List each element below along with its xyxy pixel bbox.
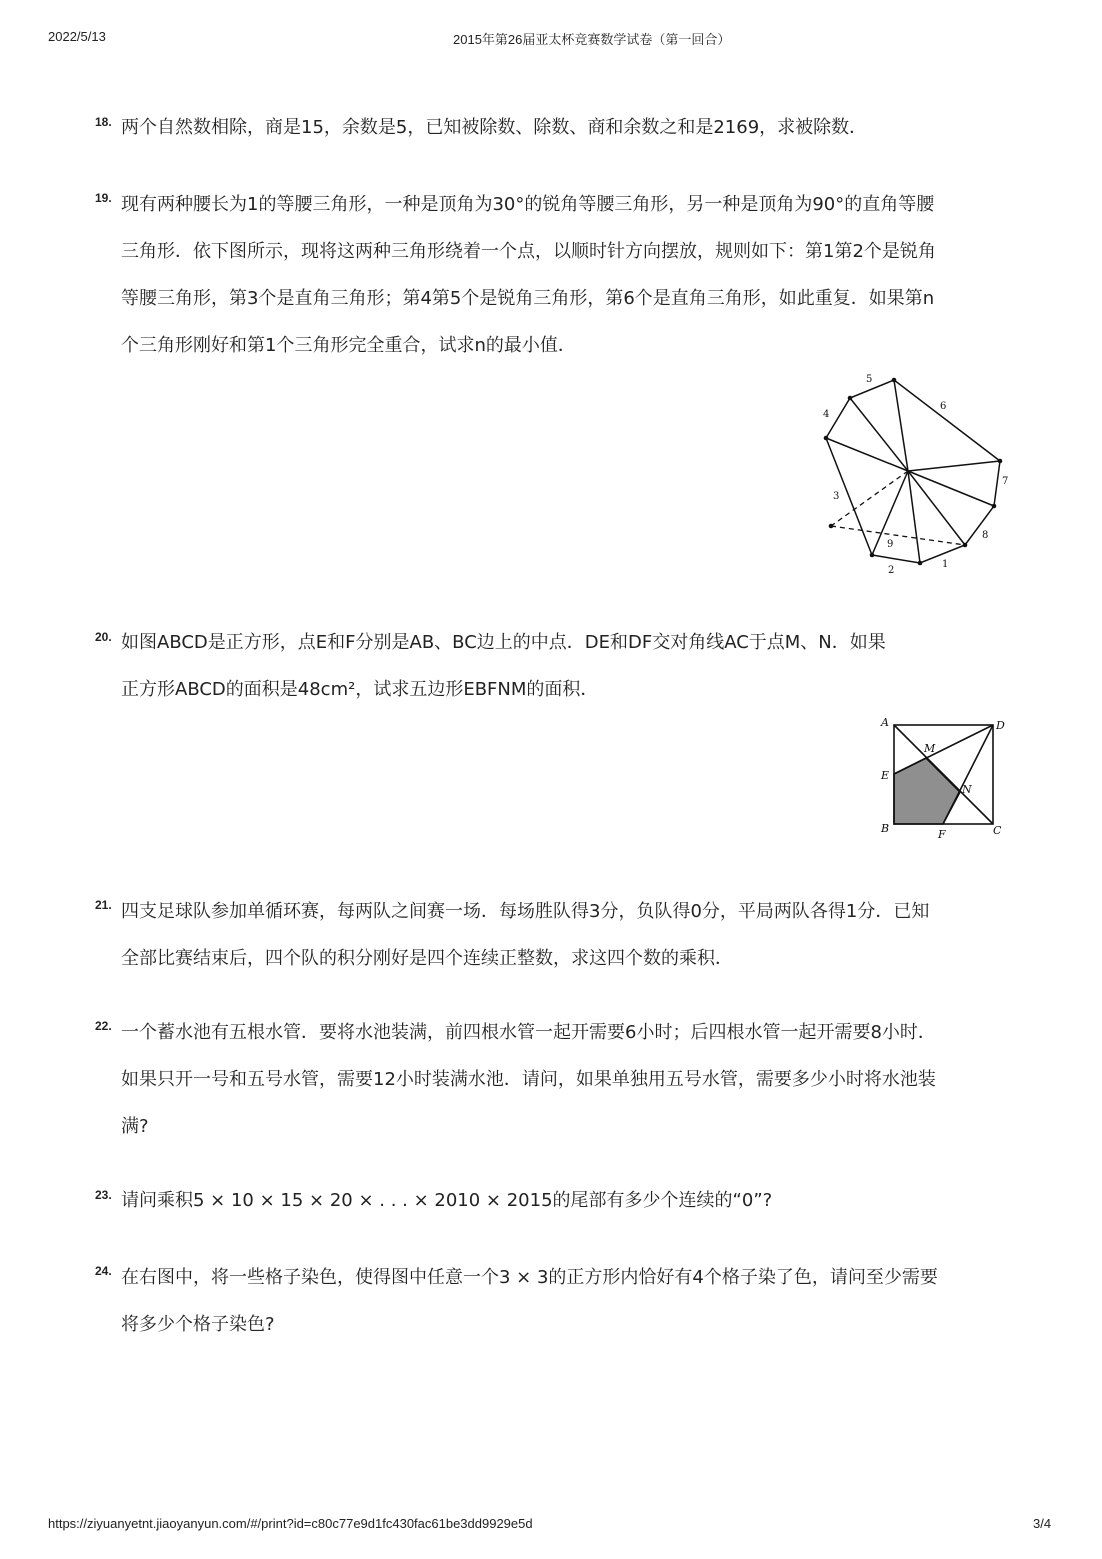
question-24-line-1: 在右图中，将一些格子染色，使得图中任意一个3 × 3的正方形内恰好有4个格子染了色，请问至少需要 [121, 1267, 938, 1288]
question-21-line-2: 全部比赛结束后，四个队的积分刚好是四个连续正整数，求这四个数的乘积． [121, 948, 733, 969]
question-19-text [121, 181, 1011, 369]
question-18-text [121, 116, 1011, 140]
fig19-label-9: 9 [887, 539, 894, 550]
fig19-label-8: 8 [982, 530, 989, 541]
question-23-number: 23. [95, 1188, 112, 1202]
fig20-label-n: N [962, 783, 972, 796]
print-date: 2022/5/13 [48, 29, 106, 44]
question-20-text [121, 619, 1011, 713]
question-22-line-2: 如果只开一号和五号水管，需要12小时装满水池．请问，如果单独用五号水管，需要多少小时将水池装 [121, 1069, 936, 1090]
question-24-text [121, 1254, 1011, 1348]
fig20-label-a: A [881, 716, 889, 729]
question-19-line-3: 等腰三角形，第3个是直角三角形；第4第5个是锐角三角形，第6个是直角三角形，如此重复．如果第n [121, 288, 935, 309]
figure-19-diagram [815, 370, 1020, 580]
fig20-label-m: M [924, 742, 936, 755]
question-23-line-1: 请问乘积5 × 10 × 15 × 20 × . . . × 2010 × 2015的尾部有多少个连续的“0”? [121, 1190, 773, 1211]
question-24-number: 24. [95, 1264, 112, 1278]
fig19-label-5: 5 [866, 374, 873, 385]
fig20-label-b: B [881, 822, 890, 835]
pentagon-ebfnm-shade [894, 758, 960, 824]
question-19-line-4: 个三角形刚好和第1个三角形完全重合，试求n的最小值． [121, 335, 576, 356]
question-20-line-1: 如图ABCD是正方形，点E和F分别是AB、BC边上的中点．DE和DF交对角线AC于点M、N．如果 [121, 632, 886, 653]
fig19-label-2: 2 [888, 565, 895, 576]
question-21-text [121, 888, 1011, 982]
figure-19-outline [826, 380, 1000, 563]
question-20-line-2: 正方形ABCD的面积是48cm²，试求五边形EBFNM的面积． [121, 679, 599, 700]
fig19-label-7: 7 [1002, 476, 1009, 487]
question-22-line-3: 满? [121, 1116, 149, 1137]
fig20-label-e: E [881, 769, 890, 782]
question-19-line-2: 三角形．依下图所示，现将这两种三角形绕着一个点，以顺时针方向摆放，规则如下：第1第2个是锐角 [121, 241, 936, 262]
question-18-number: 18. [95, 115, 112, 129]
page-url: https://ziyuanyetnt.jiaoyanyun.com/#/print?id=c80c77e9d1fc430fac61be3dd9929e5d [48, 1516, 533, 1531]
figure-20-diagram [875, 712, 1010, 844]
question-21-line-1: 四支足球队参加单循环赛，每两队之间赛一场．每场胜队得3分，负队得0分，平局两队各得1分．已知 [121, 901, 930, 922]
question-22-text [121, 1009, 1011, 1150]
question-23-text [121, 1189, 1011, 1213]
question-19-number: 19. [95, 191, 112, 205]
question-24-line-2: 将多少个格子染色? [121, 1314, 275, 1335]
fig20-label-c: C [993, 824, 1002, 837]
fig19-label-3: 3 [833, 491, 840, 502]
fig20-label-d: D [996, 719, 1005, 732]
question-22-number: 22. [95, 1019, 112, 1033]
question-18-line-1: 两个自然数相除，商是15，余数是5，已知被除数、除数、商和余数之和是2169，求被除数． [121, 117, 868, 138]
question-19-line-1: 现有两种腰长为1的等腰三角形，一种是顶角为30°的锐角等腰三角形，另一种是顶角为90°的直角等腰 [121, 194, 935, 215]
question-21-number: 21. [95, 898, 112, 912]
page-number: 3/4 [1033, 1516, 1052, 1531]
document-title: 2015年第26届亚太杯竞赛数学试卷（第一回合） [453, 32, 731, 47]
fig20-label-f: F [938, 828, 946, 841]
fig19-label-6: 6 [940, 401, 947, 412]
question-20-number: 20. [95, 630, 112, 644]
fig19-label-1: 1 [942, 559, 949, 570]
question-22-line-1: 一个蓄水池有五根水管．要将水池装满，前四根水管一起开需要6小时；后四根水管一起开需要8小时． [121, 1022, 936, 1043]
fig19-label-4: 4 [823, 409, 830, 420]
